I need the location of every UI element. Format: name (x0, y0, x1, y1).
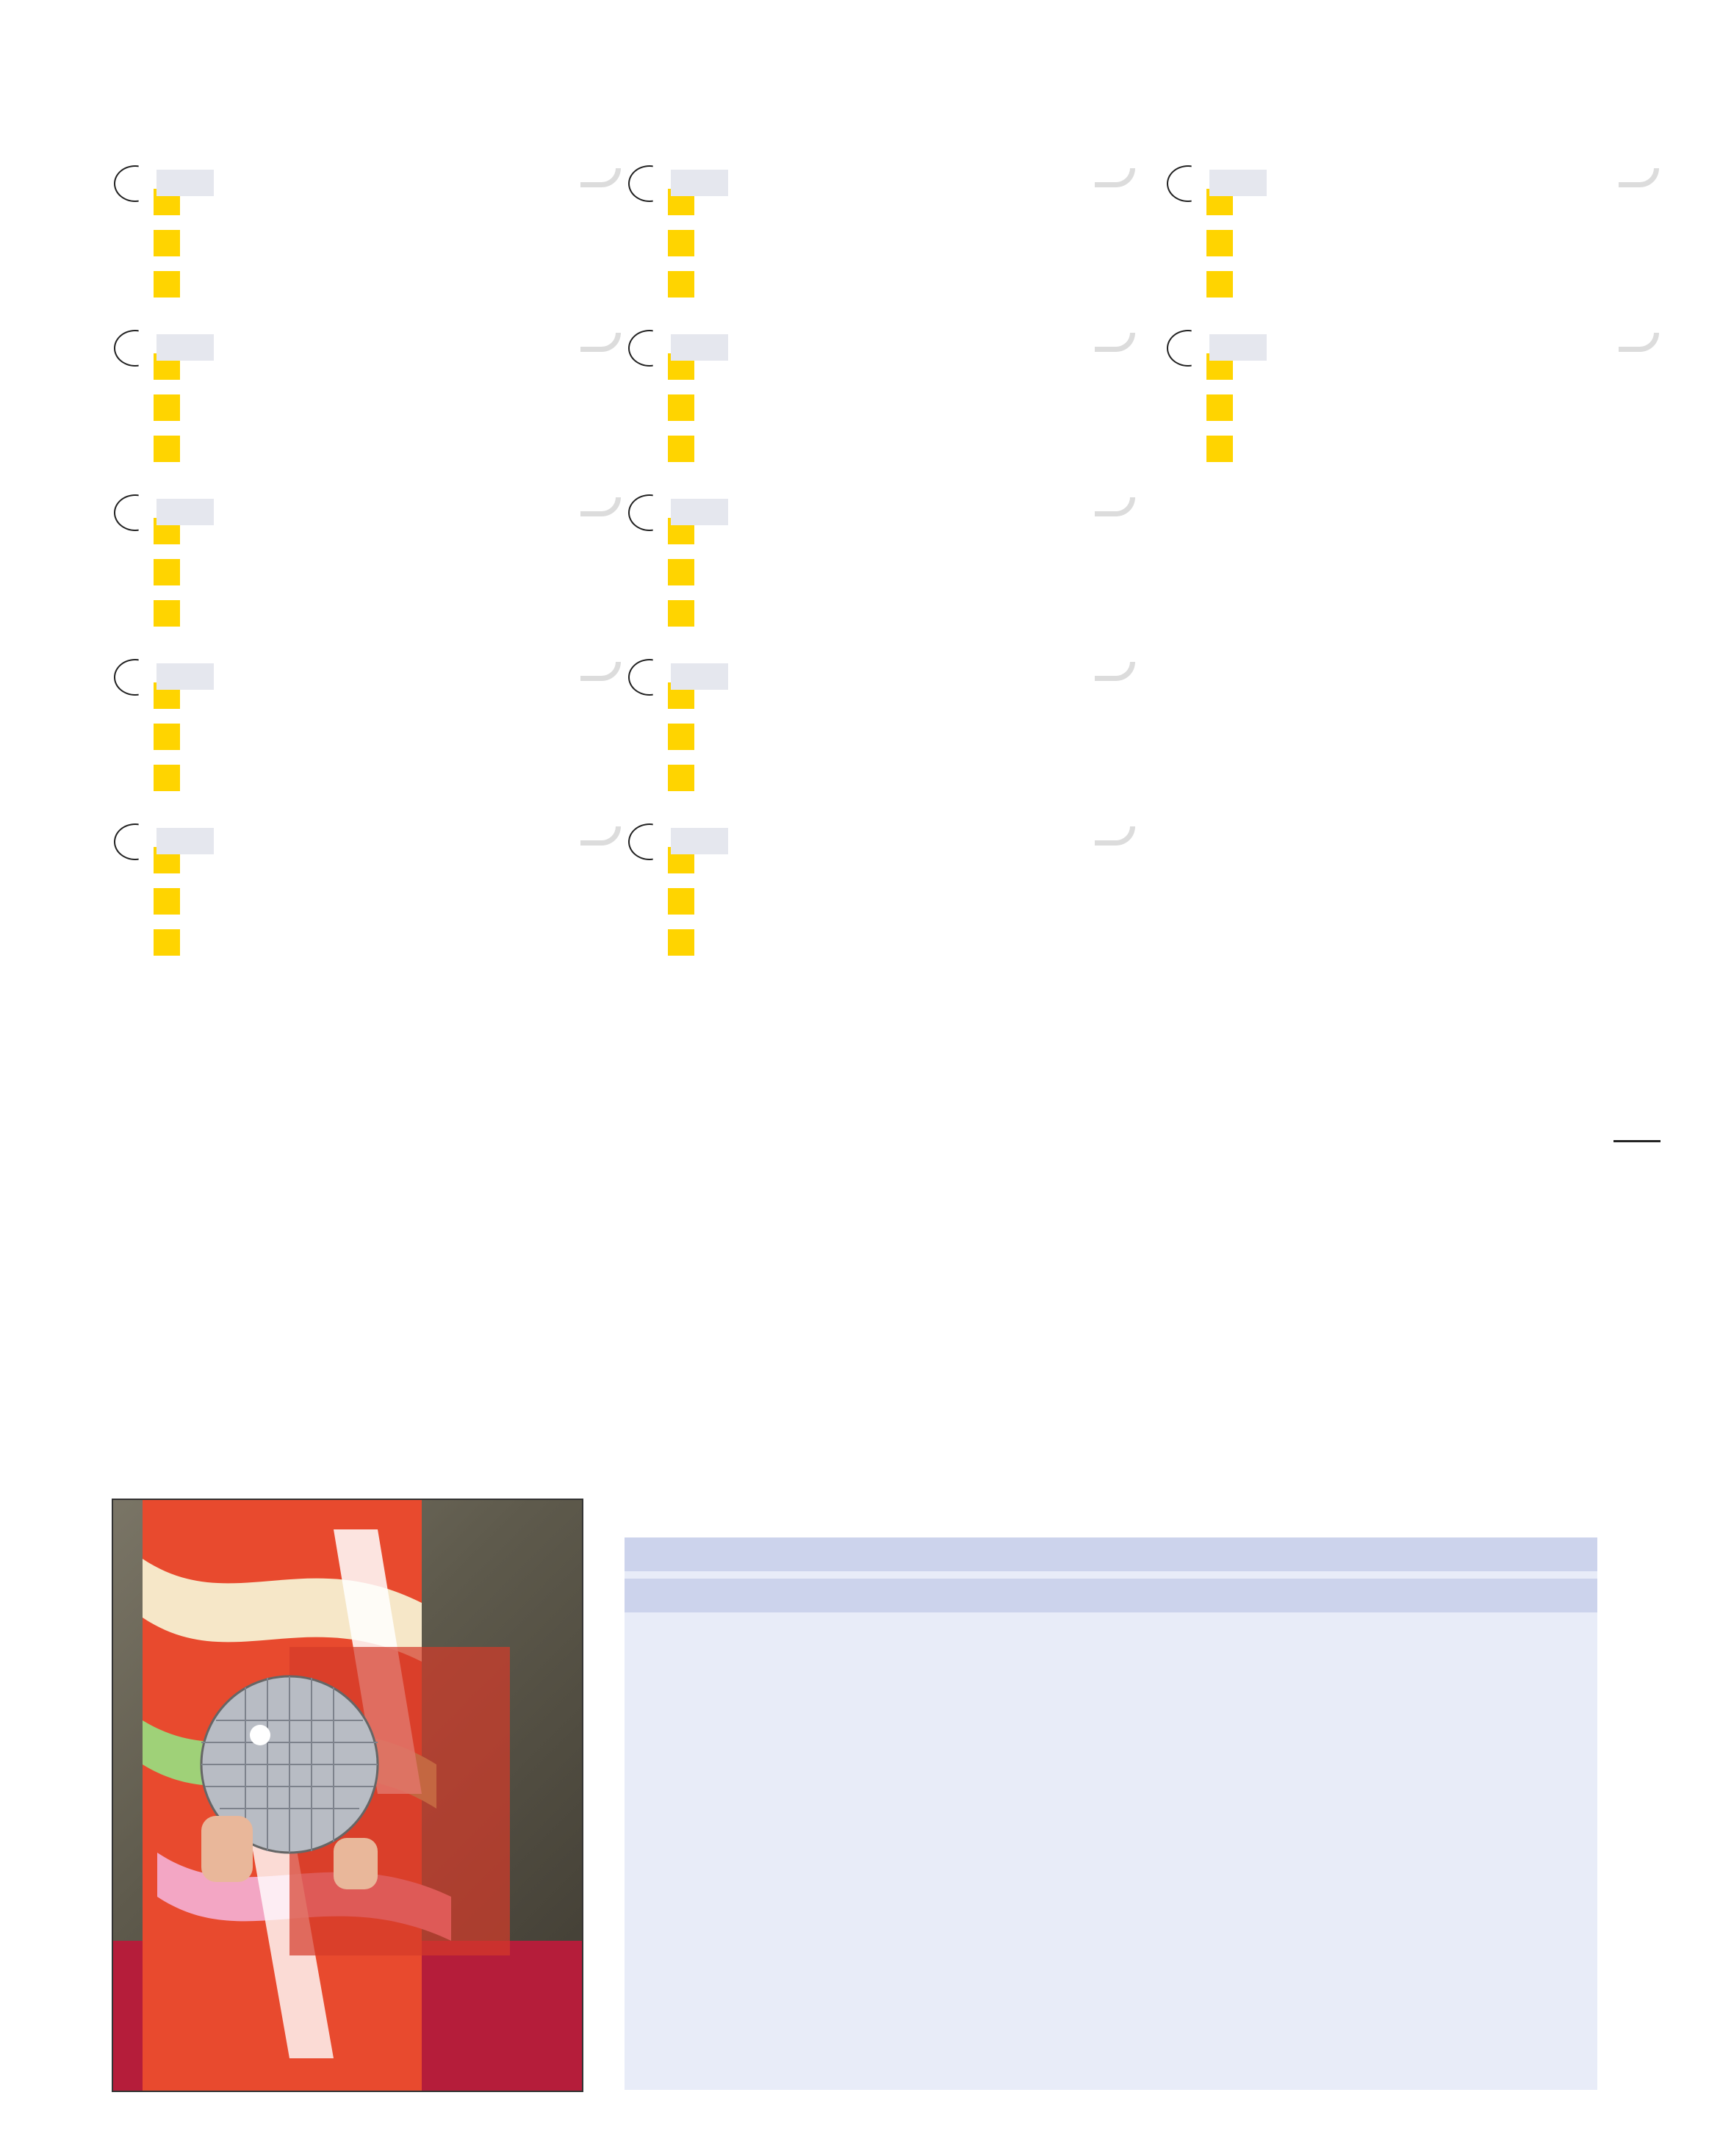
photo-illustration (113, 1500, 583, 2092)
question-header (628, 165, 1128, 168)
answer-option-c[interactable] (114, 428, 614, 462)
answer-options (114, 675, 614, 791)
question-number-bar (671, 334, 728, 361)
question-block (628, 823, 1128, 956)
answer-checkbox[interactable] (668, 600, 694, 627)
answer-checkbox[interactable] (154, 765, 180, 791)
answer-checkbox[interactable] (154, 230, 180, 256)
question-text (114, 823, 599, 826)
answer-option-b[interactable] (628, 716, 1128, 750)
question-block (114, 330, 614, 462)
answer-option-b[interactable] (114, 223, 614, 256)
question-text (628, 165, 1113, 168)
question-text (114, 494, 599, 497)
answer-options (628, 675, 1128, 791)
question-number-bar (671, 828, 728, 854)
answer-option-c[interactable] (628, 922, 1128, 956)
question-number-bar (671, 499, 728, 525)
question-header (114, 494, 614, 497)
question-number-bar (1209, 170, 1267, 196)
question-number-bar (156, 334, 214, 361)
scoring-instructions-line-2 (625, 1579, 1597, 1612)
answer-checkbox[interactable] (1206, 230, 1233, 256)
question-header (628, 823, 1128, 826)
answer-checkbox[interactable] (668, 888, 694, 915)
answer-checkbox[interactable] (668, 724, 694, 750)
disco-ball-photo (112, 1499, 583, 2092)
answer-checkbox[interactable] (668, 559, 694, 585)
answer-checkbox[interactable] (1206, 394, 1233, 421)
question-number-bar (156, 663, 214, 690)
questions-column-1 (114, 165, 614, 988)
question-block (114, 823, 614, 956)
question-header (114, 659, 614, 662)
answer-option-c[interactable] (1167, 428, 1652, 462)
answer-checkbox[interactable] (668, 765, 694, 791)
questions-column-2 (628, 165, 1128, 988)
question-number-bar (156, 828, 214, 854)
answer-option-b[interactable] (1167, 387, 1652, 421)
answer-checkbox[interactable] (154, 888, 180, 915)
answer-checkbox[interactable] (154, 436, 180, 462)
scoring-table (625, 1537, 1597, 2090)
question-number-bar (156, 499, 214, 525)
answer-option-c[interactable] (114, 757, 614, 791)
question-block (114, 494, 614, 627)
question-header (114, 165, 614, 168)
question-number-bar (671, 170, 728, 196)
answer-checkbox[interactable] (1206, 271, 1233, 298)
answer-checkbox[interactable] (154, 394, 180, 421)
question-block (114, 165, 614, 298)
answer-option-c[interactable] (628, 264, 1128, 298)
question-block (628, 330, 1128, 462)
question-header (114, 330, 614, 333)
answer-options (114, 840, 614, 956)
answer-checkbox[interactable] (154, 271, 180, 298)
answer-options (628, 346, 1128, 462)
question-block (1167, 165, 1652, 298)
answer-options (1167, 181, 1652, 298)
question-text (628, 823, 1113, 826)
answer-checkbox[interactable] (154, 559, 180, 585)
scoring-instructions-line-1 (625, 1537, 1597, 1571)
page-number-rule (1613, 1140, 1661, 1142)
question-header (114, 823, 614, 826)
question-block (1167, 330, 1652, 462)
question-header (628, 494, 1128, 497)
question-header (1167, 165, 1652, 168)
answer-checkbox[interactable] (668, 271, 694, 298)
answer-options (114, 511, 614, 627)
answer-checkbox[interactable] (154, 600, 180, 627)
question-block (628, 165, 1128, 298)
question-text (114, 330, 599, 333)
questions-column-3 (1167, 165, 1652, 494)
answer-option-b[interactable] (114, 881, 614, 915)
question-header (1167, 330, 1652, 333)
question-text (1167, 330, 1637, 333)
answer-checkbox[interactable] (668, 394, 694, 421)
question-number-bar (156, 170, 214, 196)
answer-options (628, 181, 1128, 298)
answer-option-b[interactable] (628, 552, 1128, 585)
answer-checkbox[interactable] (668, 230, 694, 256)
answer-option-c[interactable] (628, 593, 1128, 627)
answer-checkbox[interactable] (1206, 436, 1233, 462)
question-text (628, 659, 1113, 662)
answer-option-c[interactable] (628, 757, 1128, 791)
question-number-bar (1209, 334, 1267, 361)
question-text (114, 659, 599, 662)
answer-option-c[interactable] (114, 922, 614, 956)
question-header (628, 330, 1128, 333)
question-text (628, 330, 1113, 333)
answer-option-b[interactable] (114, 387, 614, 421)
answer-option-c[interactable] (1167, 264, 1652, 298)
answer-option-c[interactable] (114, 264, 614, 298)
question-text (114, 165, 599, 168)
answer-checkbox[interactable] (668, 929, 694, 956)
question-block (628, 494, 1128, 627)
answer-option-c[interactable] (628, 428, 1128, 462)
answer-options (1167, 346, 1652, 462)
answer-option-b[interactable] (114, 716, 614, 750)
answer-option-c[interactable] (114, 593, 614, 627)
question-header (628, 659, 1128, 662)
answer-option-b[interactable] (628, 881, 1128, 915)
answer-options (114, 346, 614, 462)
answer-option-b[interactable] (1167, 223, 1652, 256)
question-text (628, 494, 1113, 497)
question-text (1167, 165, 1637, 168)
answer-checkbox[interactable] (154, 929, 180, 956)
answer-checkbox[interactable] (668, 436, 694, 462)
question-number-bar (671, 663, 728, 690)
answer-option-b[interactable] (114, 552, 614, 585)
question-block (628, 659, 1128, 791)
answer-options (628, 511, 1128, 627)
question-block (114, 659, 614, 791)
answer-option-b[interactable] (628, 387, 1128, 421)
answer-checkbox[interactable] (154, 724, 180, 750)
answer-option-b[interactable] (628, 223, 1128, 256)
answer-options (114, 181, 614, 298)
answer-options (628, 840, 1128, 956)
